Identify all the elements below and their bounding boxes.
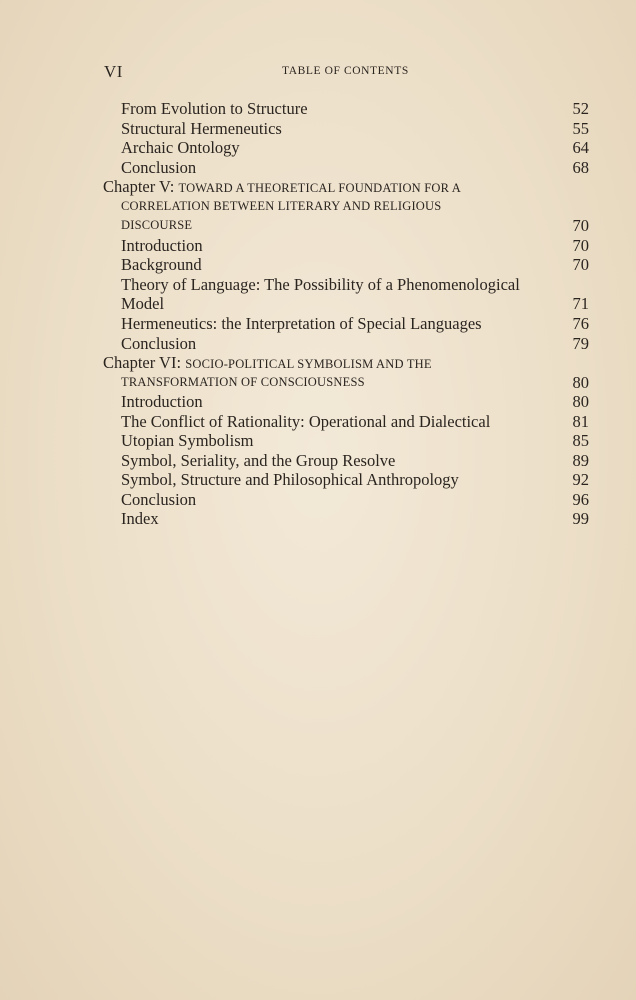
toc-entry-page: 80 — [572, 392, 589, 412]
toc-entry-page: 70 — [572, 216, 589, 236]
toc-entry-page: 81 — [572, 411, 589, 431]
toc-entry-page: 80 — [572, 372, 589, 392]
chapter-title-text: DISCOURSE — [121, 218, 193, 233]
chapter-title-text: SOCIO-POLITICAL SYMBOLISM AND THE — [185, 357, 432, 372]
toc-entry — [103, 236, 591, 256]
toc-entry-page: 79 — [572, 333, 589, 353]
table-of-contents — [103, 99, 591, 529]
toc-chapter-heading-continued — [103, 216, 591, 236]
toc-entry — [103, 99, 591, 119]
toc-entry-page: 89 — [572, 450, 589, 470]
toc-entry-title: Model — [121, 294, 165, 314]
toc-entry — [103, 509, 591, 529]
toc-entry-page: 70 — [572, 255, 589, 275]
toc-entry — [103, 451, 591, 471]
toc-chapter-heading — [103, 177, 591, 197]
toc-entry — [103, 431, 591, 451]
chapter-label: Chapter V: — [103, 177, 179, 197]
toc-entry-title: Hermeneutics: the Interpretation of Special Languages — [121, 314, 482, 334]
toc-entry-title: Introduction — [121, 235, 203, 255]
running-title: TABLE OF CONTENTS — [282, 65, 409, 77]
toc-entry — [103, 275, 591, 295]
chapter-title-text: TRANSFORMATION OF CONSCIOUSNESS — [121, 374, 365, 389]
toc-entry — [103, 294, 591, 314]
toc-entry-page: 76 — [572, 314, 589, 334]
toc-entry-title: Symbol, Structure and Philosophical Anthropology — [121, 470, 459, 490]
toc-entry-title: Introduction — [121, 392, 203, 412]
toc-entry — [103, 470, 591, 490]
toc-entry-title: Background — [121, 255, 202, 275]
toc-entry — [103, 314, 591, 334]
toc-entry-page: 68 — [572, 157, 589, 177]
toc-entry-page: 96 — [572, 489, 589, 509]
toc-entry-title: Symbol, Seriality, and the Group Resolve — [121, 450, 396, 470]
toc-entry — [103, 392, 591, 412]
toc-entry — [103, 490, 591, 510]
toc-entry — [103, 412, 591, 432]
toc-entry-page: 64 — [572, 138, 589, 158]
toc-entry-page: 99 — [572, 509, 589, 529]
toc-chapter-heading-continued — [103, 197, 591, 217]
toc-entry-page: 55 — [572, 118, 589, 138]
toc-entry — [103, 334, 591, 354]
toc-entry-page: 52 — [572, 99, 589, 118]
toc-entry-title: From Evolution to Structure — [121, 99, 308, 118]
toc-entry — [103, 138, 591, 158]
toc-entry-title: Archaic Ontology — [121, 138, 240, 158]
toc-entry-title: The Conflict of Rationality: Operational and Dialectical — [121, 411, 491, 431]
toc-entry-title: Theory of Language: The Possibility of a Phenomenological — [121, 274, 520, 294]
toc-entry — [103, 119, 591, 139]
toc-chapter-title — [103, 353, 432, 375]
toc-chapter-heading-continued — [103, 373, 591, 393]
toc-entry-page: 71 — [572, 294, 589, 314]
chapter-title-text: TOWARD A THEORETICAL FOUNDATION FOR A — [178, 181, 461, 196]
running-head — [104, 62, 590, 82]
toc-entry-page: 92 — [572, 470, 589, 490]
toc-chapter-title — [103, 177, 461, 199]
toc-entry-title: Index — [121, 509, 159, 529]
toc-entry — [103, 158, 591, 178]
toc-entry-title: Conclusion — [121, 489, 197, 509]
toc-chapter-heading — [103, 353, 591, 373]
toc-entry-title: Utopian Symbolism — [121, 431, 254, 451]
page-folio: VI — [104, 62, 123, 81]
toc-entry-title: Structural Hermeneutics — [121, 118, 282, 138]
chapter-title-text: CORRELATION BETWEEN LITERARY AND RELIGIOUS — [121, 198, 442, 213]
toc-entry — [103, 255, 591, 275]
toc-entry-page: 85 — [572, 431, 589, 451]
toc-entry-page: 70 — [572, 235, 589, 255]
toc-entry-title: Conclusion — [121, 333, 197, 353]
chapter-label: Chapter VI: — [103, 353, 186, 373]
toc-entry-title: Conclusion — [121, 157, 197, 177]
